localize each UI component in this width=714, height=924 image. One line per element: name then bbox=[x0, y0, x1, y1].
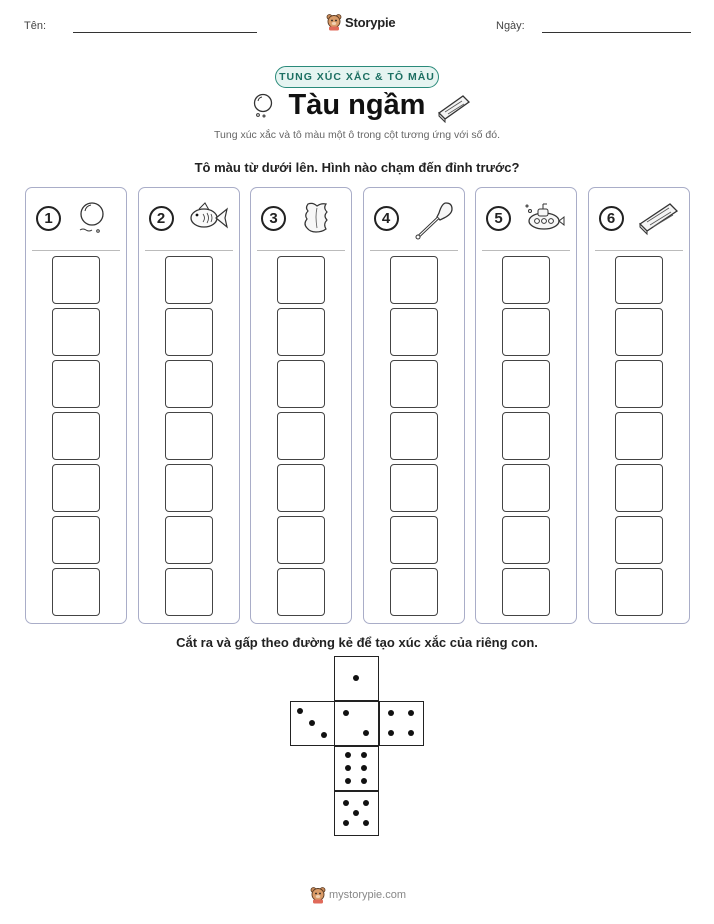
die-pip bbox=[345, 765, 351, 771]
color-cell[interactable] bbox=[165, 568, 213, 616]
color-cell[interactable] bbox=[502, 256, 550, 304]
die-pip bbox=[343, 820, 349, 826]
die-pip bbox=[353, 675, 359, 681]
brand-name: Storypie bbox=[345, 14, 396, 30]
date-line[interactable] bbox=[542, 32, 691, 33]
footer-url[interactable]: mystorypie.com bbox=[329, 889, 407, 901]
color-cell[interactable] bbox=[502, 464, 550, 512]
page-title: Tàu ngầm bbox=[288, 89, 426, 121]
column-divider bbox=[257, 250, 345, 251]
column-1 bbox=[25, 187, 127, 624]
die-pip bbox=[343, 710, 349, 716]
column-number: 6 bbox=[599, 206, 624, 231]
color-cell[interactable] bbox=[502, 568, 550, 616]
die-pip bbox=[321, 732, 327, 738]
die-face-4 bbox=[379, 701, 424, 746]
color-cell[interactable] bbox=[502, 516, 550, 564]
category-badge: TUNG XÚC XẮC & TÔ MÀU bbox=[275, 66, 439, 88]
color-cell[interactable] bbox=[52, 412, 100, 460]
bear-mascot-icon bbox=[310, 886, 326, 904]
color-cell[interactable] bbox=[502, 360, 550, 408]
color-cell[interactable] bbox=[615, 308, 663, 356]
color-cell[interactable] bbox=[277, 464, 325, 512]
date-label: Ngày: bbox=[496, 20, 525, 32]
die-pip bbox=[309, 720, 315, 726]
brand-logo bbox=[326, 13, 395, 31]
bubble-icon bbox=[74, 200, 110, 241]
column-4 bbox=[363, 187, 465, 624]
column-number: 1 bbox=[36, 206, 61, 231]
color-cell[interactable] bbox=[52, 308, 100, 356]
color-cell[interactable] bbox=[165, 464, 213, 512]
subtitle: Tung xúc xắc và tô màu một ô trong cột tương ứng với số đó. bbox=[214, 129, 500, 141]
color-cell[interactable] bbox=[615, 568, 663, 616]
die-instruction: Cắt ra và gấp theo đường kẻ để tạo xúc xắc của riêng con. bbox=[176, 635, 538, 650]
die-face-6 bbox=[334, 746, 379, 791]
color-cell[interactable] bbox=[277, 412, 325, 460]
color-cell[interactable] bbox=[502, 308, 550, 356]
column-5 bbox=[475, 187, 577, 624]
die-pip bbox=[361, 778, 367, 784]
bubble-icon bbox=[252, 93, 274, 119]
bear-mascot-icon bbox=[326, 13, 342, 31]
color-cell[interactable] bbox=[390, 256, 438, 304]
die-pip bbox=[343, 800, 349, 806]
die-pip bbox=[363, 800, 369, 806]
column-divider bbox=[145, 250, 233, 251]
wood-plank-icon bbox=[436, 93, 472, 123]
die-pip bbox=[345, 778, 351, 784]
die-pip bbox=[408, 710, 414, 716]
color-cell[interactable] bbox=[277, 256, 325, 304]
die-pip bbox=[353, 810, 359, 816]
die-face-3 bbox=[290, 701, 335, 746]
column-2 bbox=[138, 187, 240, 624]
color-cell[interactable] bbox=[390, 360, 438, 408]
color-cell[interactable] bbox=[390, 464, 438, 512]
name-label: Tên: bbox=[24, 20, 47, 32]
die-pip bbox=[388, 710, 394, 716]
color-cell[interactable] bbox=[390, 412, 438, 460]
die-face-2 bbox=[334, 701, 379, 746]
die-pip bbox=[408, 730, 414, 736]
column-6 bbox=[588, 187, 690, 624]
color-cell[interactable] bbox=[615, 516, 663, 564]
color-cell[interactable] bbox=[165, 412, 213, 460]
die-pip bbox=[345, 752, 351, 758]
die-pip bbox=[361, 752, 367, 758]
fish-icon bbox=[187, 200, 229, 241]
color-cell[interactable] bbox=[52, 464, 100, 512]
color-cell[interactable] bbox=[165, 360, 213, 408]
color-cell[interactable] bbox=[390, 308, 438, 356]
seaweed-icon bbox=[299, 200, 335, 241]
die-pip bbox=[363, 730, 369, 736]
color-cell[interactable] bbox=[277, 360, 325, 408]
column-3 bbox=[250, 187, 352, 624]
color-cell[interactable] bbox=[52, 256, 100, 304]
color-cell[interactable] bbox=[165, 256, 213, 304]
color-cell[interactable] bbox=[52, 568, 100, 616]
die-pip bbox=[297, 708, 303, 714]
column-divider bbox=[370, 250, 458, 251]
footer bbox=[310, 886, 406, 904]
color-cell[interactable] bbox=[165, 308, 213, 356]
color-cell[interactable] bbox=[390, 516, 438, 564]
die-face-5 bbox=[334, 791, 379, 836]
submarine-icon bbox=[524, 200, 566, 241]
die-face-1 bbox=[334, 656, 379, 701]
column-divider bbox=[595, 250, 683, 251]
color-cell[interactable] bbox=[52, 516, 100, 564]
wood-plank-icon bbox=[637, 200, 681, 241]
color-cell[interactable] bbox=[165, 516, 213, 564]
die-pip bbox=[363, 820, 369, 826]
die-pip bbox=[388, 730, 394, 736]
color-cell[interactable] bbox=[615, 412, 663, 460]
color-cell[interactable] bbox=[615, 256, 663, 304]
column-number: 2 bbox=[149, 206, 174, 231]
die-pip bbox=[361, 765, 367, 771]
color-cell[interactable] bbox=[277, 568, 325, 616]
color-cell[interactable] bbox=[52, 360, 100, 408]
name-line[interactable] bbox=[73, 32, 257, 33]
color-cell[interactable] bbox=[502, 412, 550, 460]
column-number: 5 bbox=[486, 206, 511, 231]
color-cell[interactable] bbox=[277, 308, 325, 356]
columns-instruction: Tô màu từ dưới lên. Hình nào chạm đến đỉnh trước? bbox=[194, 160, 520, 175]
column-number: 4 bbox=[374, 206, 399, 231]
color-cell[interactable] bbox=[615, 360, 663, 408]
color-cell[interactable] bbox=[390, 568, 438, 616]
column-divider bbox=[32, 250, 120, 251]
color-cell[interactable] bbox=[615, 464, 663, 512]
column-divider bbox=[482, 250, 570, 251]
paddle-icon bbox=[412, 200, 456, 245]
color-cell[interactable] bbox=[277, 516, 325, 564]
column-number: 3 bbox=[261, 206, 286, 231]
